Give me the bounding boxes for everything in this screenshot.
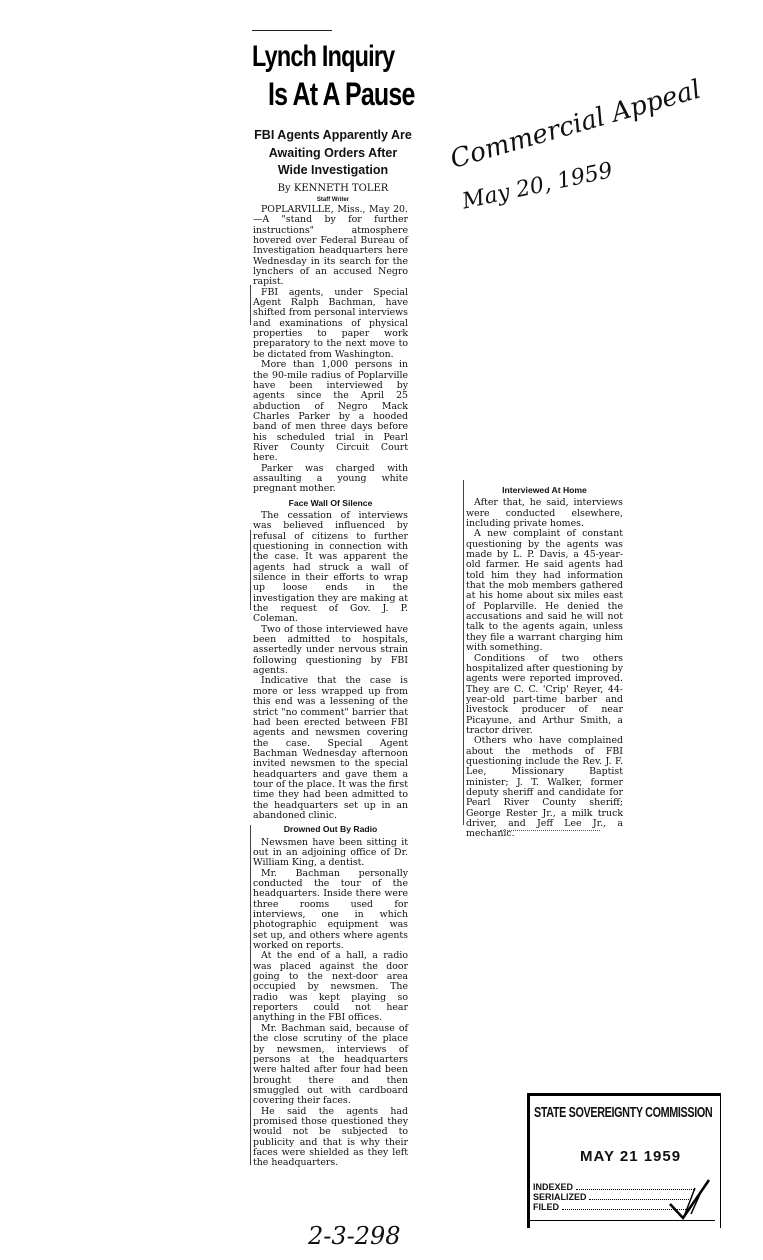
paragraph: Mr. Bachman personally conducted the tour of the headquarters. Inside there were three rooms used for interviews, one in which photographic equipment was set up, and others where agents worked on reports.	[253, 867, 408, 952]
headline-line-1: Lynch Inquiry	[252, 40, 395, 73]
paragraph: FBI agents, under Special Agent Ralph Bachman, have shifted from personal interviews and examinations of physical properties to paper work preparatory to the next move to be dictated from Washington.	[253, 286, 408, 360]
paragraph: Parker was charged with assaulting a young white pregnant mother.	[253, 462, 408, 495]
clipping-edge	[250, 825, 251, 1165]
subhead-drowned-out: Drowned Out By Radio	[283, 824, 378, 835]
headline-line-2: Is At A Pause	[268, 76, 415, 112]
stamp-date: MAY 21 1959	[580, 1148, 682, 1165]
handwritten-date: May 20, 1959	[460, 158, 615, 215]
stamp-indexed: INDEXED	[533, 1182, 574, 1192]
paragraph: The cessation of interviews was believed influenced by refusal of citizens to further questioning in connection with the case. It was apparent the agents had struck a wall of silence in their efforts to wrap up loose ends in the investigation they are making at the request of Gov. J. P. Coleman.	[253, 509, 408, 625]
stamp-title: STATE SOVEREIGNTY COMMISSION	[534, 1104, 713, 1121]
paragraph: A new complaint of constant questioning by the agents was made by L. P. Davis, a 45-year-old farmer. He said agents had told him they had information that the mob members gathered at his home about six miles east of Poplarville. He denied the accusations and said he will not talk to the agents again, unless they file a warrant charging him with something.	[466, 528, 623, 654]
clipping-edge	[250, 285, 251, 325]
paragraph: Indicative that the case is more or less wrapped up from this end was a lessening of the strict "no comment" barrier that had been erected between FBI agents and newsmen covering the case. Special Agent Bachman Wednesday afternoon invited newsmen to the special headquarters and gave them a tour of the place. It was the first time they had been admitted to the headquarters set up in an abandoned clinic.	[253, 675, 408, 821]
stamp-bottom-rule	[530, 1220, 715, 1221]
paragraph: After that, he said, interviews were conducted elsewhere, including private homes.	[466, 497, 623, 530]
article-column-2	[466, 482, 623, 840]
deck-line-3: Wide Investigation	[277, 163, 389, 177]
handwritten-file-number: 2-3-298	[308, 1222, 401, 1250]
paragraph: He said the agents had promised those questioned they would not be subjected to publicity and that is why their faces were shielded as they left the headquarters.	[253, 1105, 408, 1169]
paragraph: Newsmen have been sitting it out in an adjoining office of Dr. William King, a dentist.	[253, 836, 408, 869]
article-column-1	[253, 205, 408, 1169]
deck-line-2: Awaiting Orders After	[268, 146, 398, 160]
stamp-serialized: SERIALIZED	[533, 1192, 587, 1202]
paragraph: Mr. Bachman said, because of the close scrutiny of the place by newsmen, interviews of persons at the headquarters were halted after four had been brought there and then smuggled out with cardboard covering their faces.	[253, 1022, 408, 1107]
paragraph: Two of those interviewed have been admitted to hospitals, assertedly under nervous strain following questioning by FBI agents.	[253, 623, 408, 677]
subhead-face-wall: Face Wall Of Silence	[288, 497, 373, 508]
staff-writer-label: Staff Writer	[316, 197, 350, 203]
paragraph: More than 1,000 persons in the 90-mile radius of Poplarville have been interviewed by agents since the April 25 abduction of Negro Mack Charles Parker by a hooded band of men three days before his scheduled trial in Pearl River County Circuit Court here.	[253, 359, 408, 464]
clipping-edge	[463, 480, 464, 825]
stamp-filed: FILED	[533, 1202, 559, 1212]
handwritten-source: Commercial Appeal	[447, 74, 705, 175]
subhead-interviewed-at-home: Interviewed At Home	[502, 485, 587, 495]
deck-line-1: FBI Agents Apparently Are	[254, 128, 412, 142]
byline: By KENNETH TOLER	[277, 183, 389, 194]
top-rule	[252, 30, 332, 31]
paragraph: Others who have complained about the methods of FBI questioning include the Rev. J. F. Lee, Missionary Baptist minister; J. T. Walker, former deputy sheriff and candidate for Pearl River County sheriff; George Rester Jr., a milk truck driver, and Jeff Lee Jr., a mechanic.	[466, 735, 623, 840]
clipping-edge	[250, 530, 251, 610]
bottom-dotted-rule	[500, 830, 600, 831]
paragraph: At the end of a hall, a radio was placed against the door going to the next-door area occupied by newsmen. The radio was kept playing so reporters could not hear anything in the FBI offices.	[253, 950, 408, 1024]
paragraph: POPLARVILLE, Miss., May 20.—A "stand by for further instructions" atmosphere hovered over Federal Bureau of Investigation headquarters here Wednesday in its search for the lynchers of an accused Negro rapist.	[253, 204, 408, 288]
checkmark-signature	[665, 1174, 715, 1224]
paragraph: Conditions of two others hospitalized after questioning by agents were reported improved. They are C. C. 'Crip' Reyer, 44-year-old part-time barber and livestock producer of near Picayune, and Arthur Smith, a tractor driver.	[466, 652, 623, 736]
state-sovereignty-stamp	[527, 1093, 721, 1228]
